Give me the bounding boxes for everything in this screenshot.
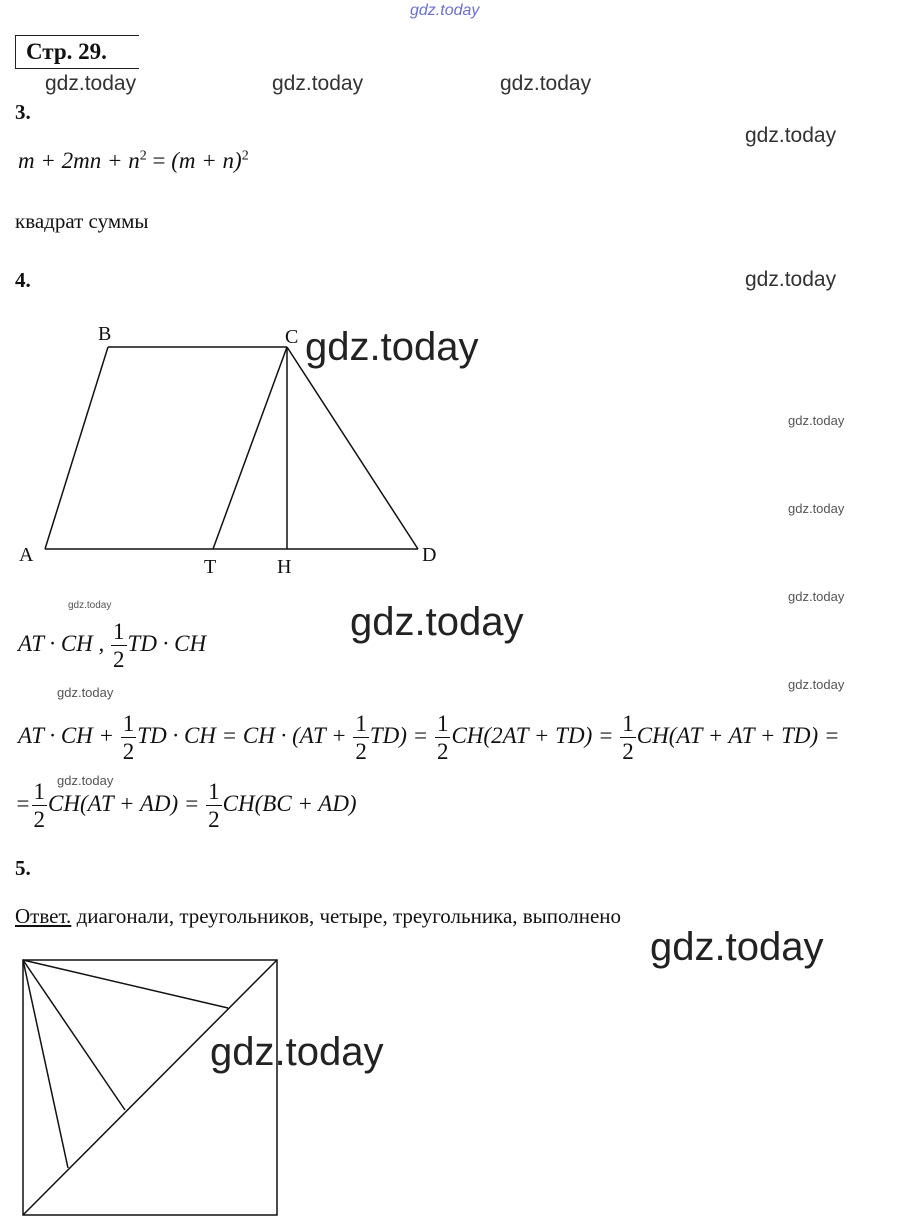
triangle-segment-1 — [23, 960, 228, 1008]
fraction: $\frac{1}{2}$ — [122, 711, 135, 764]
fraction: $\frac{1}{2}$ — [436, 711, 449, 764]
segment-ct — [213, 347, 287, 549]
square-diagonal — [23, 960, 277, 1215]
watermark: gdz.today — [500, 72, 592, 95]
triangle-segment-2 — [23, 960, 125, 1110]
page-header — [15, 35, 139, 69]
task-4-line-1: AT · CH + $\frac{1}{2}$ TD · CH = CH · (AT + $\frac{1}{2}$ TD) = $\frac{1}{2}$ CH(2AT + TD) = $\frac{1}{2}$ CH(AT + AT + TD) = — [18, 711, 840, 764]
answer-text: диагонали, треугольников, четыре, треугольника, выполнено — [71, 904, 622, 928]
watermark: gdz.today — [745, 124, 837, 147]
segment-ab — [45, 347, 108, 549]
label-d: D — [422, 544, 437, 566]
watermark-small: gdz.today — [788, 589, 845, 604]
square-figure — [0, 950, 300, 1220]
answer-label: Ответ. — [15, 904, 72, 928]
task-4-number: 4. — [15, 268, 31, 292]
task-5-answer — [15, 904, 621, 929]
label-t: T — [204, 556, 217, 578]
watermark: gdz.today — [272, 72, 364, 95]
fraction: $\frac{1}{2}$ — [33, 779, 46, 832]
task-4-expression-1: AT · CH , $\frac{1}{2}$ TD · CH — [18, 619, 207, 672]
task-3-formula: $m + 2mn + n^2 = (m + n)^2$ — [18, 148, 249, 173]
fraction: $\frac{1}{2}$ — [208, 779, 220, 832]
segment-cd — [287, 347, 418, 549]
watermark-top: gdz.today — [410, 2, 480, 19]
watermark-small: gdz.today — [57, 773, 114, 788]
watermark-small: gdz.today — [788, 677, 845, 692]
fraction: $\frac{1}{2}$ — [113, 619, 125, 672]
task-5-number: 5. — [15, 856, 31, 880]
watermark: gdz.today — [45, 72, 137, 95]
label-a: A — [19, 544, 34, 566]
task-3-number: 3. — [15, 100, 31, 124]
watermark-small: gdz.today — [57, 685, 114, 700]
task-4-line-2: = $\frac{1}{2}$ CH(AT + AD) = $\frac{1}{2}$ CH(BC + AD) — [15, 779, 357, 832]
fraction: $\frac{1}{2}$ — [622, 711, 634, 764]
watermark-large: gdz.today — [350, 600, 524, 644]
watermark: gdz.today — [745, 268, 837, 291]
fraction: $\frac{1}{2}$ — [355, 711, 367, 764]
watermark-small: gdz.today — [788, 413, 845, 428]
watermark-small: gdz.today — [788, 501, 845, 516]
page-title: Стр. 29. — [26, 39, 107, 64]
task-3-answer: квадрат суммы — [15, 209, 149, 233]
label-c: C — [285, 326, 299, 348]
watermark-large: gdz.today — [650, 925, 824, 969]
watermark-tiny: gdz.today — [68, 600, 112, 611]
watermark-large: gdz.today — [305, 325, 479, 369]
trapezoid-figure — [0, 310, 460, 590]
label-h: H — [277, 556, 292, 578]
label-b: B — [98, 323, 112, 345]
triangle-segment-3 — [23, 960, 68, 1168]
watermark-large: gdz.today — [210, 1030, 384, 1074]
